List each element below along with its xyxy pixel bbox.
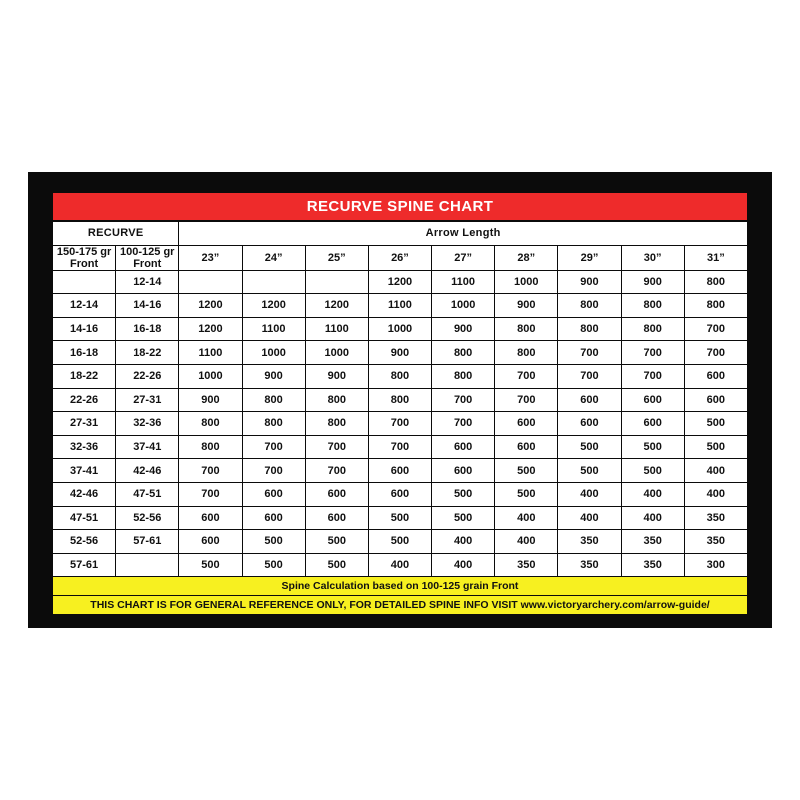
row-label-100-125: 12-14 <box>116 270 179 294</box>
spine-cell: 600 <box>368 482 431 506</box>
table-row <box>53 530 748 554</box>
spine-cell: 1100 <box>432 270 495 294</box>
table-row <box>53 553 748 577</box>
spine-cell: 800 <box>495 341 558 365</box>
spine-cell: 700 <box>495 388 558 412</box>
spine-cell: 700 <box>558 364 621 388</box>
row-label-100-125: 14-16 <box>116 294 179 318</box>
header-length-28: 28” <box>495 245 558 270</box>
spine-cell: 1100 <box>179 341 242 365</box>
spine-cell: 900 <box>558 270 621 294</box>
spine-cell: 1100 <box>305 317 368 341</box>
spine-cell: 600 <box>432 459 495 483</box>
spine-cell: 800 <box>242 388 305 412</box>
spine-cell: 600 <box>242 482 305 506</box>
row-label-150-175: 57-61 <box>53 553 116 577</box>
spine-cell: 700 <box>179 459 242 483</box>
table-row <box>53 294 748 318</box>
header-subrow <box>53 245 748 270</box>
header-group-row <box>53 222 748 246</box>
spine-cell: 500 <box>558 435 621 459</box>
spine-cell: 600 <box>621 388 684 412</box>
row-label-150-175: 52-56 <box>53 530 116 554</box>
header-length-25: 25” <box>305 245 368 270</box>
spine-cell: 600 <box>621 412 684 436</box>
spine-cell: 800 <box>368 364 431 388</box>
spine-cell: 600 <box>558 388 621 412</box>
spine-cell: 500 <box>621 435 684 459</box>
header-length-31: 31” <box>684 245 747 270</box>
spine-cell: 500 <box>368 530 431 554</box>
spine-chart-card <box>28 172 772 628</box>
spine-cell: 700 <box>305 435 368 459</box>
header-length-29: 29” <box>558 245 621 270</box>
table-row <box>53 459 748 483</box>
spine-cell: 1200 <box>242 294 305 318</box>
row-label-150-175: 37-41 <box>53 459 116 483</box>
spine-cell: 700 <box>684 341 747 365</box>
spine-cell: 700 <box>495 364 558 388</box>
spine-cell: 800 <box>305 388 368 412</box>
header-length-24: 24” <box>242 245 305 270</box>
spine-cell <box>242 270 305 294</box>
spine-cell: 600 <box>242 506 305 530</box>
row-label-150-175: 12-14 <box>53 294 116 318</box>
row-label-100-125: 22-26 <box>116 364 179 388</box>
spine-cell: 350 <box>621 553 684 577</box>
spine-cell: 1200 <box>179 317 242 341</box>
spine-cell: 1200 <box>179 294 242 318</box>
table-row <box>53 506 748 530</box>
header-arrow-length: Arrow Length <box>179 222 748 246</box>
spine-cell: 800 <box>179 412 242 436</box>
table-body <box>53 270 748 577</box>
header-recurve: RECURVE <box>53 222 179 246</box>
row-label-100-125: 18-22 <box>116 341 179 365</box>
spine-cell: 350 <box>495 553 558 577</box>
spine-cell: 350 <box>621 530 684 554</box>
table-row <box>53 270 748 294</box>
row-label-100-125 <box>116 553 179 577</box>
row-label-150-175: 47-51 <box>53 506 116 530</box>
row-label-150-175: 18-22 <box>53 364 116 388</box>
spine-cell: 600 <box>495 435 558 459</box>
spine-cell: 350 <box>684 530 747 554</box>
spine-cell: 500 <box>558 459 621 483</box>
spine-cell: 1100 <box>242 317 305 341</box>
spine-cell: 400 <box>368 553 431 577</box>
row-label-100-125: 52-56 <box>116 506 179 530</box>
spine-cell: 700 <box>368 412 431 436</box>
spine-cell: 800 <box>621 294 684 318</box>
row-label-100-125: 16-18 <box>116 317 179 341</box>
spine-cell: 400 <box>495 530 558 554</box>
spine-cell: 500 <box>242 553 305 577</box>
spine-cell: 900 <box>242 364 305 388</box>
spine-cell: 800 <box>684 270 747 294</box>
header-length-30: 30” <box>621 245 684 270</box>
spine-cell: 350 <box>684 506 747 530</box>
spine-cell: 900 <box>432 317 495 341</box>
spine-cell: 600 <box>305 506 368 530</box>
spine-cell: 400 <box>432 553 495 577</box>
spine-cell: 800 <box>179 435 242 459</box>
spine-cell: 700 <box>242 459 305 483</box>
table-row <box>53 341 748 365</box>
spine-cell: 700 <box>432 412 495 436</box>
spine-cell: 900 <box>621 270 684 294</box>
spine-cell: 350 <box>558 530 621 554</box>
spine-cell: 500 <box>179 553 242 577</box>
spine-cell: 600 <box>558 412 621 436</box>
spine-cell: 500 <box>368 506 431 530</box>
spine-cell: 600 <box>305 482 368 506</box>
spine-cell: 900 <box>305 364 368 388</box>
spine-cell: 400 <box>558 482 621 506</box>
row-label-150-175: 14-16 <box>53 317 116 341</box>
spine-cell: 600 <box>684 388 747 412</box>
spine-cell: 500 <box>305 530 368 554</box>
spine-cell: 800 <box>368 388 431 412</box>
spine-cell: 500 <box>684 412 747 436</box>
spine-cell: 1000 <box>495 270 558 294</box>
footer-note-calculation: Spine Calculation based on 100-125 grain Front <box>52 577 748 596</box>
table-row <box>53 317 748 341</box>
spine-cell: 1000 <box>432 294 495 318</box>
header-length-23: 23” <box>179 245 242 270</box>
spine-cell: 400 <box>495 506 558 530</box>
spine-cell: 500 <box>432 506 495 530</box>
spine-cell: 1000 <box>368 317 431 341</box>
spine-cell: 400 <box>621 482 684 506</box>
spine-cell: 1200 <box>368 270 431 294</box>
spine-cell: 1000 <box>242 341 305 365</box>
footer-note-reference: THIS CHART IS FOR GENERAL REFERENCE ONLY, FOR DETAILED SPINE INFO VISIT www.victoryarchery.com/arrow-guide/ <box>52 596 748 615</box>
spine-cell: 700 <box>179 482 242 506</box>
header-length-26: 26” <box>368 245 431 270</box>
spine-table <box>52 221 748 577</box>
spine-cell: 500 <box>495 459 558 483</box>
spine-cell: 900 <box>179 388 242 412</box>
spine-cell: 800 <box>558 317 621 341</box>
spine-cell: 400 <box>621 506 684 530</box>
spine-cell: 600 <box>432 435 495 459</box>
spine-cell: 1000 <box>305 341 368 365</box>
header-front-100-125: 100-125 gr Front <box>116 245 179 270</box>
row-label-150-175: 27-31 <box>53 412 116 436</box>
spine-cell: 700 <box>684 317 747 341</box>
spine-cell: 600 <box>684 364 747 388</box>
table-row <box>53 435 748 459</box>
spine-cell: 800 <box>432 341 495 365</box>
spine-cell: 500 <box>684 435 747 459</box>
table-header <box>53 222 748 271</box>
spine-cell: 800 <box>621 317 684 341</box>
spine-cell: 400 <box>432 530 495 554</box>
spine-cell: 600 <box>179 506 242 530</box>
row-label-100-125: 42-46 <box>116 459 179 483</box>
spine-cell: 1100 <box>368 294 431 318</box>
chart-title: RECURVE SPINE CHART <box>52 192 748 221</box>
spine-cell: 500 <box>495 482 558 506</box>
spine-cell: 400 <box>558 506 621 530</box>
spine-cell: 700 <box>242 435 305 459</box>
spine-cell: 700 <box>621 364 684 388</box>
spine-cell: 800 <box>495 317 558 341</box>
row-label-150-175: 32-36 <box>53 435 116 459</box>
spine-cell: 1000 <box>179 364 242 388</box>
spine-cell: 800 <box>305 412 368 436</box>
row-label-150-175: 22-26 <box>53 388 116 412</box>
spine-cell: 800 <box>242 412 305 436</box>
header-front-150-175: 150-175 gr Front <box>53 245 116 270</box>
spine-cell: 700 <box>432 388 495 412</box>
row-label-150-175: 16-18 <box>53 341 116 365</box>
spine-cell: 500 <box>242 530 305 554</box>
spine-cell: 600 <box>368 459 431 483</box>
table-row <box>53 388 748 412</box>
spine-cell: 900 <box>495 294 558 318</box>
row-label-150-175: 42-46 <box>53 482 116 506</box>
spine-cell: 700 <box>558 341 621 365</box>
row-label-100-125: 32-36 <box>116 412 179 436</box>
row-label-100-125: 47-51 <box>116 482 179 506</box>
spine-cell: 700 <box>368 435 431 459</box>
spine-cell: 600 <box>495 412 558 436</box>
spine-cell: 1200 <box>305 294 368 318</box>
table-row <box>53 364 748 388</box>
table-row <box>53 482 748 506</box>
spine-cell: 700 <box>305 459 368 483</box>
row-label-150-175 <box>53 270 116 294</box>
spine-cell <box>179 270 242 294</box>
row-label-100-125: 27-31 <box>116 388 179 412</box>
header-length-27: 27” <box>432 245 495 270</box>
spine-cell: 500 <box>305 553 368 577</box>
spine-cell: 400 <box>684 459 747 483</box>
spine-cell: 300 <box>684 553 747 577</box>
row-label-100-125: 37-41 <box>116 435 179 459</box>
spine-cell: 500 <box>621 459 684 483</box>
spine-cell: 800 <box>558 294 621 318</box>
row-label-100-125: 57-61 <box>116 530 179 554</box>
spine-cell: 500 <box>432 482 495 506</box>
spine-cell: 800 <box>684 294 747 318</box>
spine-cell <box>305 270 368 294</box>
spine-cell: 900 <box>368 341 431 365</box>
spine-cell: 350 <box>558 553 621 577</box>
spine-cell: 800 <box>432 364 495 388</box>
spine-cell: 600 <box>179 530 242 554</box>
spine-cell: 700 <box>621 341 684 365</box>
spine-cell: 400 <box>684 482 747 506</box>
table-row <box>53 412 748 436</box>
